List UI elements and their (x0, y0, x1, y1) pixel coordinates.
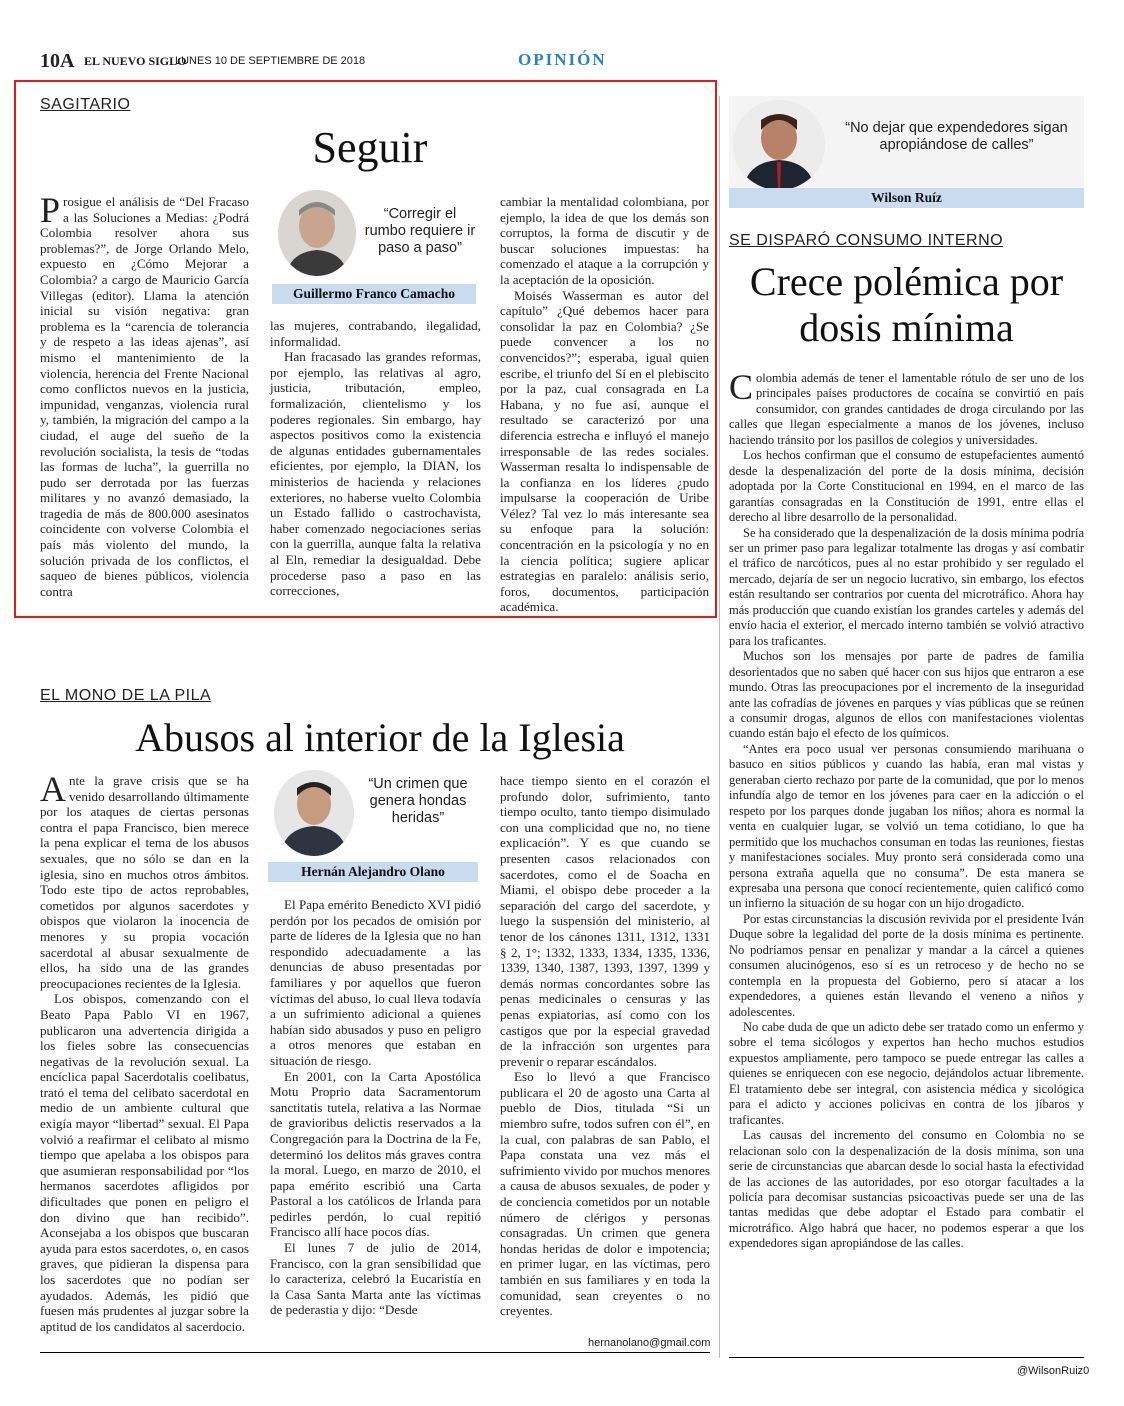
paragraph: Los hechos confirman que el consumo de estupefacientes aumentó desde la despenalización del porte de la dosis mínima, decisión adoptada por la Corte Constitucional en 1994, en el marco de las garantías consagradas en la Constitución de 1991, entre ellas el derecho al libre desarrollo de la personalidad. (729, 448, 1084, 525)
author-name: Wilson Ruíz (729, 188, 1084, 208)
masthead (40, 50, 1090, 76)
quote-card-mono (268, 770, 478, 884)
quote-card-consumo (729, 96, 1084, 208)
paragraph: cambiar la mentalidad colombiana, por ejemplo, la idea de que los demás son corruptos, la forma de discutir y de buscar soluciones impuestas: ha comenzado el ataque a la corrupción y la aceptación de la oposición. (500, 194, 709, 287)
bottom-divider (729, 1357, 1084, 1358)
pull-quote: “Corregir el rumbo requiere ir paso a paso” (364, 206, 476, 256)
sagitario-col1 (40, 190, 249, 599)
paragraph: Las causas del incremento del consumo en Colombia no se relacionan solo con la despenalización de la dosis mínima, son una serie de circunstancias que abarcan desde lo social hasta la efectividad de las acciones de las autoridades, por eso otorgar facultades a la policía para decomisar sustancias psicoactivas puede ser una de las tantas medidas que debe adoptar el Estado para combatir el microtráfico. Algo habrá que hacer, no podemos esperar a que los expendedores sigan apropiándose de las calles. (729, 1128, 1084, 1251)
dropcap: P (40, 190, 61, 230)
mono-col1 (40, 769, 249, 1334)
headline-seguir: Seguir (312, 123, 428, 172)
sagitario-col2 (270, 318, 481, 599)
kicker-sagitario: SAGITARIO (40, 96, 131, 113)
bottom-divider (40, 1352, 710, 1353)
author-photo (278, 190, 356, 276)
paragraph: Los obispos, comenzando con el Beato Papa Pablo VI en 1967, publicaron una advertencia dirigida a los fieles sobre las consecuencias negativas de la revolución sexual. La encíclica papal Sacerdotalis coelibatus, trató el tema del celibato sacerdotal en medio de un ambiente cultural que exigía mayor “libertad” sexual. El Papa volvió a reafirmar el celibato al mismo tiempo que apelaba a los obispos para que asumieran responsabilidad por “los hermanos sacerdotes afligidos por dificultades que ponen en peligro el don divino que han recibido”. Aconsejaba a los obispos que buscaran ayuda para estos sacerdotes, o, en casos graves, que pidieran la dispensa para los sacerdotes que no podían ser ayudados. Además, les pidió que fuesen más prudentes al juzgar sobre la aptitud de los candidatos al sacerdocio. (40, 991, 249, 1334)
column-divider (719, 96, 720, 1358)
kicker-consumo: SE DISPARÓ CONSUMO INTERNO (729, 232, 1004, 249)
paragraph: “Antes era poco usual ver personas consumiendo marihuana o basuco en sitios públicos y cuando las había, eran mal vistas y generaban cierto rechazo por parte de la comunidad, que por lo menos infundía algo de temor en los jóvenes para caer en la adicción o el respeto por los parques donde jugaban los niños; ahora es normal la venta en cualquier lugar, se volvió un tema cotidiano, lo que ha permitido que los muchachos consuman en todas las reuniones, fiestas y manifestaciones sociales. Muy pronto será considerada como una persona extraña aquella que no consuma”. De esta manera se expresaba una persona que conocí recientemente, quien calificó como un infierno la situación de su hogar con un hijo drogadicto. (729, 741, 1084, 911)
paragraph: olombia además de tener el lamentable rótulo de ser uno de los principales países productores de cocaína se convirtió en país consumidor, con grandes cantidades de droga circulando por las calles que llegan especialmente a manos de los jóvenes, incluso haciendo tránsito por los pasillos de colegios y universidades. (729, 371, 1084, 447)
paragraph: nte la grave crisis que se ha venido desarrollando últimamente por los ataques de ciertas personas contra el papa Francisco, bien merece la pena explicar el tema de los abusos sexuales, que no sólo se dan en la iglesia, sino en muchos otros ámbitos. Todo este tipo de actos reprobables, cometidos por algunos sacerdotes y obispos que violaron la inocencia de menores y su propia vocación sacerdotal al abusar sexualmente de ellos, ha sido una de las grandes preocupaciones recientes de la Iglesia. (40, 773, 249, 991)
section-title: OPINIÓN (518, 50, 607, 69)
dropcap: C (729, 367, 754, 407)
paragraph: Se ha considerado que la despenalización de la dosis mínima podría ser un primer paso para legalizar totalmente las drogas y así combatir el tráfico de narcóticos, pues al no estar prohibido y ser regulado el mercado, dejaría de ser un negocio lucrativo, sin embargo, los efectos están resultando ser contrarios por cuenta del microtráfico. Ahora hay más producción que cuando existían los grandes carteles y además del envío hacia el exterior, el mercado interno también se volvió atractivo para los traficantes. (729, 525, 1084, 648)
author-email[interactable]: hernanolano@gmail.com (588, 1337, 711, 1349)
mono-col3 (500, 773, 710, 1319)
paragraph: rosigue el análisis de “Del Fracaso a las Soluciones a Medias: ¿Podrá Colombia resolver ahora sus problemas?”, de Jorge Orlando Melo, expuesto en ¿Cómo Mejorar a Colombia? a cargo de Mauricio García Villegas (editor). Llama la atención inicial su visión negativa: gran problema es la “carencia de tolerancia y de respeto a las ideas ajenas”, así mismo el mantenimiento de la violencia, herencia del Frente Nacional como conflictos nuevos en la justicia, impunidad, venganzas, violencia rural y, también, la migración del campo a la ciudad, el auge del sueño de la revolución socialista, la tesis de “todas las formas de lucha”, la guerrilla no pudo ser derrotada por las fuerzas militares y no avanzó demasiado, la tragedia de más de 800.000 asesinatos coincidente con volverse Colombia el país más violento del mundo, la solución privada de los conflictos, el saqueo de bienes públicos, violencia contra (40, 194, 249, 599)
author-handle[interactable]: @WilsonRuiz0 (1017, 1365, 1090, 1377)
paragraph: hace tiempo siento en el corazón el profundo dolor, sufrimiento, tanto tiempo oculto, tanto tiempo disimulado con una complicidad que no, no tiene explicación”. Y es que cuando se presenten casos relacionados con sacerdotes, como el de Soacha en Miami, el obispo debe proceder a la separación del cargo del sacerdote, y luego la suspensión del ministerio, al tenor de los cánones 1311, 1312, 1331 § 2, 1°; 1332, 1333, 1334, 1335, 1336, 1339, 1340, 1387, 1393, 1397, 1399 y demás normas concordantes sobre las penas medicinales o censuras y las penas expiatorias, así como con los castigos que por la especial gravedad de la infracción son urgentes para prevenir o reparar escándalos. (500, 773, 710, 1069)
issue-date: LUNES 10 DE SEPTIEMBRE DE 2018 (175, 55, 366, 67)
page-number: 10A (40, 50, 75, 72)
consumo-body (729, 367, 1084, 1252)
paragraph: Eso lo llevó a que Francisco publicara el 20 de agosto una Carta al pueblo de Dios, titulada “Si un miembro sufre, todos sufren con él”, en la cual, con palabras de san Pablo, el Papa constata una vez más el sufrimiento vivido por muchos menores a causa de abusos sexuales, de poder y de conciencia cometidos por un notable número de clérigos y personas consagradas. Un crimen que genera hondas heridas de dolor e impotencia; en primer lugar, en las víctimas, pero también en sus familiares y en toda la comunidad, sean creyentes o no creyentes. (500, 1069, 710, 1319)
dropcap: A (40, 769, 66, 809)
paragraph: Moisés Wasserman es autor del capítulo” ¿Qué debemos hacer para consolidar la paz en Colombia? ¿Se puede convencer a los no convencidos?”; esperaba, igual quien escribe, el triunfo del Sí en el plebiscito por la paz, cual consagrada en La Habana, y no fue así, aunque el resultado se caracterizó por una diferencia estrecha e influyó el manejo irresponsable de las redes sociales. Wasserman resalta lo indispensable de la confianza en los líderes ¿pudo impulsarse la cooperación de Uribe Vélez? Tal vez lo más interesante sea su enfoque para la solución: concentración en la psicología y no en la ciencia política; sugiere aplicar estrategias en paralelo: análisis serio, foros, documentos, participación académica. (500, 287, 709, 615)
person-icon (274, 770, 354, 856)
headline-abusos: Abusos al interior de la Iglesia (135, 715, 625, 760)
person-icon (733, 100, 825, 190)
author-photo (274, 770, 354, 856)
newspaper-name: EL NUEVO SIGLO (84, 54, 187, 68)
quote-card-sagitario (272, 188, 476, 306)
headline-crece: Crece polémica por dosis mínima (749, 259, 1064, 350)
paragraph: El Papa emérito Benedicto XVI pidió perdón por los pecados de omisión por parte de líderes de la Iglesia que no han respondido adecuadamente a las denuncias de abuso presentadas por familiares y por aquellos que fueron víctimas del abuso, lo cual lleva todavía a un sufrimiento adicional a quienes habían sido abusados y puso en peligro a otros menores que estaban en situación de riesgo. (270, 897, 481, 1068)
paragraph: El lunes 7 de julio de 2014, Francisco, con la gran sensibilidad que lo caracteriza, celebró la Eucaristía en la Casa Santa Marta ante las víctimas de pederastia y dijo: “Desde (270, 1240, 481, 1318)
paragraph: Muchos son los mensajes por parte de padres de familia desorientados que no saben qué hacer con sus hijos que entraron a ese mundo. Otras las preocupaciones por el incremento de la inseguridad ante las cofradías de jóvenes en parques y vías públicas que se reúnen a consumir drogas, algunos de ellos con manifestaciones violentas cuando están bajo el efecto de los químicos. (729, 649, 1084, 741)
paragraph: Han fracasado las grandes reformas, por ejemplo, las relativas al agro, justicia, tributación, empleo, formalización, clientelismo y los poderes regionales. Sin embargo, hay aspectos positivos como la existencia de algunas entidades gubernamentales eficientes, por ejemplo, la DIAN, los ministerios de hacienda y relaciones exteriores, no haberse vuelto Colombia un Estado fallido o castrochavista, haber comenzado negociaciones serias con la guerrilla, aunque falta la relativa al Eln, remediar la desigualdad. Debe procederse paso a paso en las correcciones, (270, 349, 481, 599)
author-name: Hernán Alejandro Olano (268, 862, 478, 882)
paragraph: las mujeres, contrabando, ilegalidad, informalidad. (270, 318, 481, 349)
author-photo (733, 100, 825, 190)
pull-quote: “Un crimen que genera hondas heridas” (368, 776, 468, 826)
sagitario-col3 (500, 194, 709, 615)
kicker-mono: EL MONO DE LA PILA (40, 687, 212, 704)
mono-col2 (270, 897, 481, 1318)
pull-quote: “No dejar que expendedores sigan apropiándose de calles” (845, 120, 1068, 153)
author-name: Guillermo Franco Camacho (272, 284, 476, 304)
paragraph: No cabe duda de que un adicto debe ser tratado como un enfermo y sobre el tema sicólogos y expertos han hecho muchos estudios expuestos ampliamente, pero tampoco se puede entregar las calles a quienes se enriquecen con ese negocio, dejándolos actuar libremente. El tratamiento debe ser integral, con asistencia médica y sicológica para el adicto y acciones policivas en contra de los jíbaros y traficantes. (729, 1020, 1084, 1127)
person-icon (278, 190, 356, 276)
paragraph: Por estas circunstancias la discusión revivida por el presidente Iván Duque sobre la legalidad del porte de la dosis mínima es pertinente. No podríamos pensar en penalizar y mandar a la cárcel a quienes consumen alucinógenos, eso sí es un retroceso y de hecho no se contempla en la propuesta del Gobierno, pero sí atacar a los expendedores, a quienes están llevando el veneno a niños y adolescentes. (729, 911, 1084, 1019)
paragraph: En 2001, con la Carta Apostólica Motu Proprio data Sacramentorum sanctitatis tutela, relativa a las Normae de gravioribus delictis reservados a la Congregación para la Doctrina de la Fe, determinó los delitos más graves contra la moral. Luego, en marzo de 2010, el papa emérito escribió una Carta Pastoral a los católicos de Irlanda para pedirles perdón, lo cual repitió Francisco allí hace pocos días. (270, 1068, 481, 1240)
